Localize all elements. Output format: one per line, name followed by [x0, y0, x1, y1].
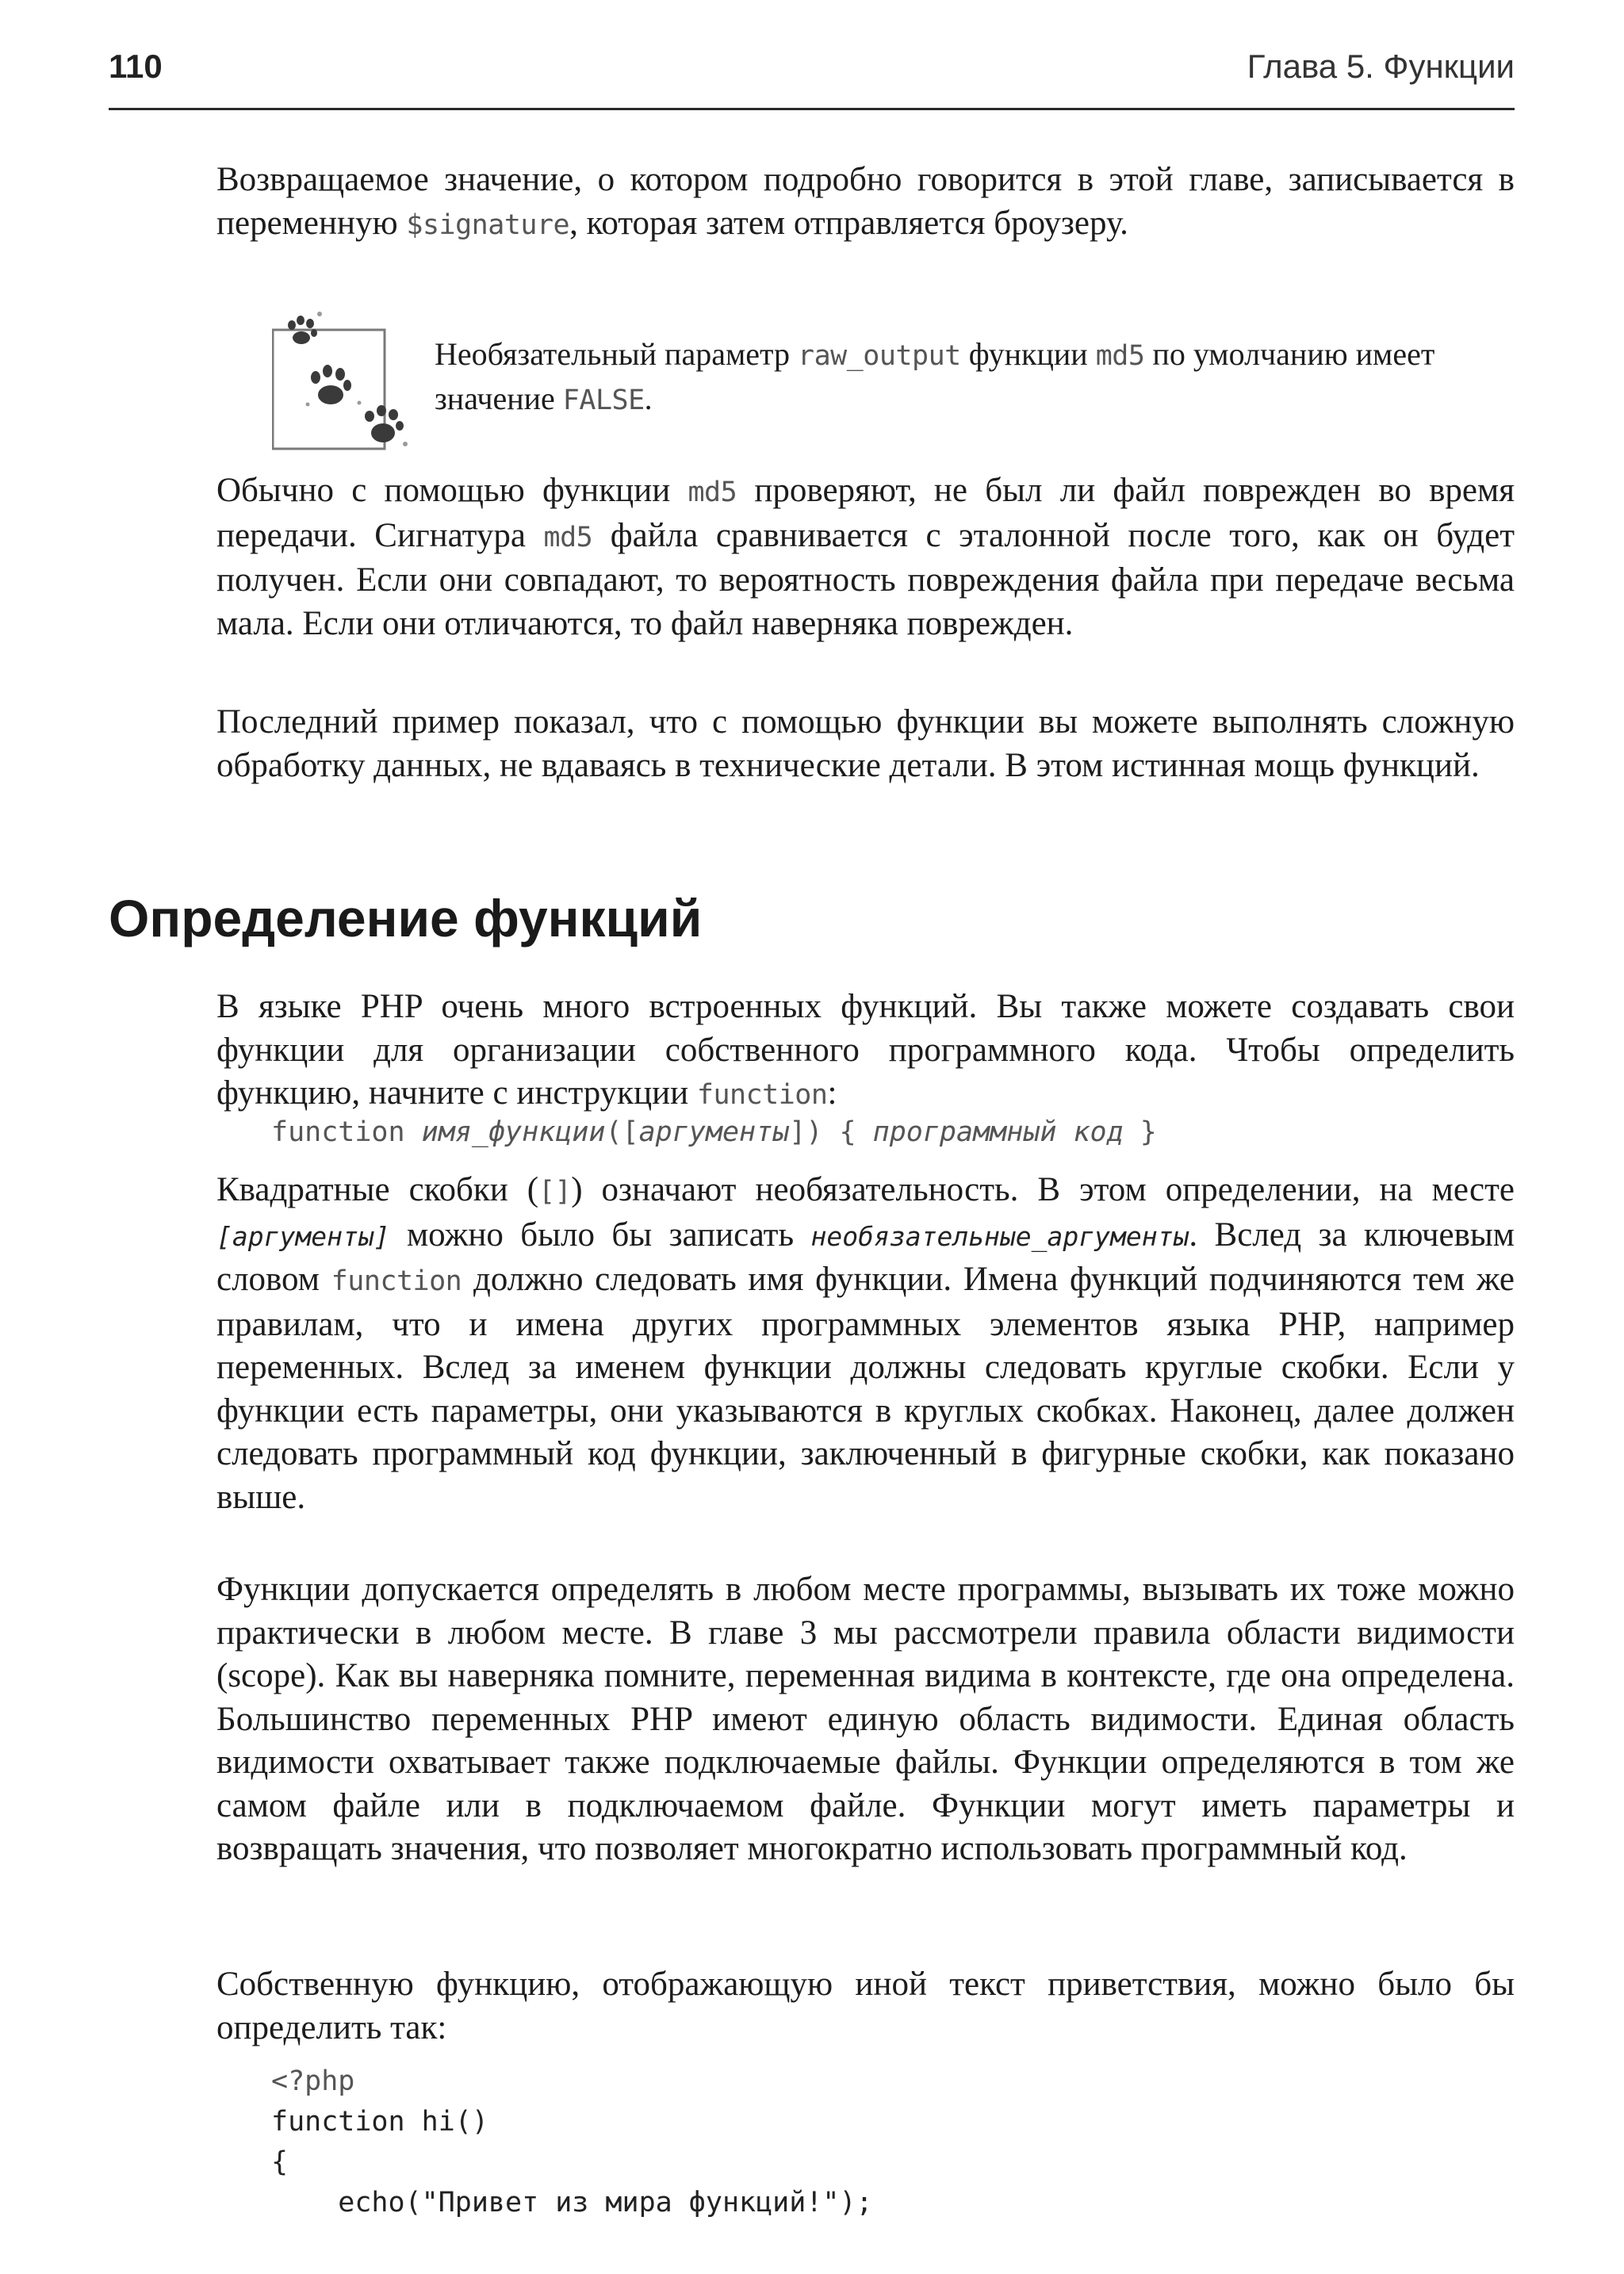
text-run: файла сравнивается с эталонной после того, как он будет получен. Если они совпадают, то вероятность повреждения файла при передаче весьма мала. Если они отличаются, то файл наверняка поврежден.	[216, 516, 1515, 642]
inline-code: md5	[543, 521, 593, 553]
text-run: В языке PHP очень много встроенных функций. Вы также можете создавать свои функции для организации собственного программного кода. Чтобы определить функцию, начните с инструкции	[216, 988, 1515, 1112]
inline-code: [аргументы]	[216, 1220, 390, 1252]
paragraph-greeting: Собственную функцию, отображающую иной текст приветствия, можно было бы определить так:	[216, 1966, 1515, 2046]
code-placeholder: имя_функции	[421, 1116, 606, 1148]
paragraph-signature	[216, 159, 1515, 247]
text-run: :	[827, 1074, 837, 1112]
code-keyword: function	[271, 1116, 422, 1148]
inline-code: md5	[1095, 340, 1145, 372]
paw-prints-icon	[272, 301, 419, 460]
text-run: по умолчанию имеет значение	[435, 336, 1435, 416]
text-run: можно было бы записать	[389, 1215, 811, 1254]
text-run: проверяют, не был ли файл поврежден во время передачи. Сигнатура	[216, 472, 1515, 554]
inline-code: FALSE	[562, 385, 645, 416]
text-run: должно следовать имя функции. Имена функций подчиняются тем же правилам, что и имена других программных элементов языка PHP, например переменных. Вслед за именем функции должны следовать круглые скобки. Если у функции есть параметры, они указываются в круглых скобках. Наконец, далее должен следовать программный код функции, заключенный в фигурные скобки, как показано выше.	[216, 1261, 1515, 1516]
paragraph-builtin-functions	[216, 986, 1515, 1117]
running-header	[109, 44, 1515, 110]
code-line: {	[271, 2146, 289, 2178]
code-punct: ]) {	[789, 1116, 873, 1148]
code-punct: }	[1123, 1116, 1157, 1148]
text-run: функции	[960, 336, 1096, 372]
code-line: function hi()	[271, 2106, 488, 2138]
function-syntax	[271, 1116, 1157, 1148]
paragraph-conclusion: Последний пример показал, что с помощью функции вы можете выполнять сложную обработку данных, не вдаваясь в технические детали. В этом истинная мощь функций.	[216, 703, 1515, 784]
code-line: echo("Привет из мира функций!");	[271, 2187, 873, 2218]
text-run: Необязательный параметр	[435, 336, 798, 372]
paragraph-md5	[216, 469, 1515, 645]
page-number: 110	[109, 48, 163, 85]
inline-code: md5	[688, 477, 737, 508]
code-line: <?php	[271, 2065, 355, 2097]
tip-note	[435, 333, 1489, 422]
text-run: .	[644, 381, 653, 416]
text-run: . Вслед за ключевым словом	[216, 1215, 1515, 1298]
inline-code: raw_output	[798, 340, 961, 372]
code-block	[271, 2062, 873, 2223]
text-run: Обычно с помощью функции	[216, 472, 688, 509]
inline-code: function	[331, 1265, 462, 1297]
inline-code: function	[696, 1079, 828, 1111]
section-heading: Определение функций	[109, 889, 703, 948]
code-punct: ([	[605, 1116, 639, 1148]
inline-code: $signature	[406, 209, 570, 241]
text-run: Квадратные скобки (	[216, 1171, 539, 1208]
text-run: ) означают необязательность. В этом определении, на месте	[571, 1171, 1515, 1208]
inline-code: []	[538, 1176, 572, 1208]
text-run: , которая затем отправляется броузеру.	[569, 204, 1128, 242]
paragraph-brackets	[216, 1169, 1515, 1519]
code-placeholder: аргументы	[638, 1116, 790, 1148]
inline-code: необязательные_аргументы	[810, 1220, 1189, 1252]
paragraph-scope: Функции допускается определять в любом месте программы, вызывать их тоже можно практически в любом месте. В главе 3 мы рассмотрели правила области видимости (scope). Как вы наверняка помните, переменная видима в контексте, где она определена. Большинство переменных PHP имеют единую область видимости. Единая область видимости охватывает также подключаемые файлы. Функции определяются в том же самом файле или в подключаемом файле. Функции могут иметь параметры и возвращать значения, что позволяет многократно использовать программный код.	[216, 1571, 1515, 1867]
text-run: Возвращаемое значение, о котором подробно говорится в этой главе, записывается в переменную	[216, 161, 1515, 242]
code-placeholder: программный код	[872, 1116, 1124, 1148]
chapter-title: Глава 5. Функции	[1247, 48, 1515, 85]
